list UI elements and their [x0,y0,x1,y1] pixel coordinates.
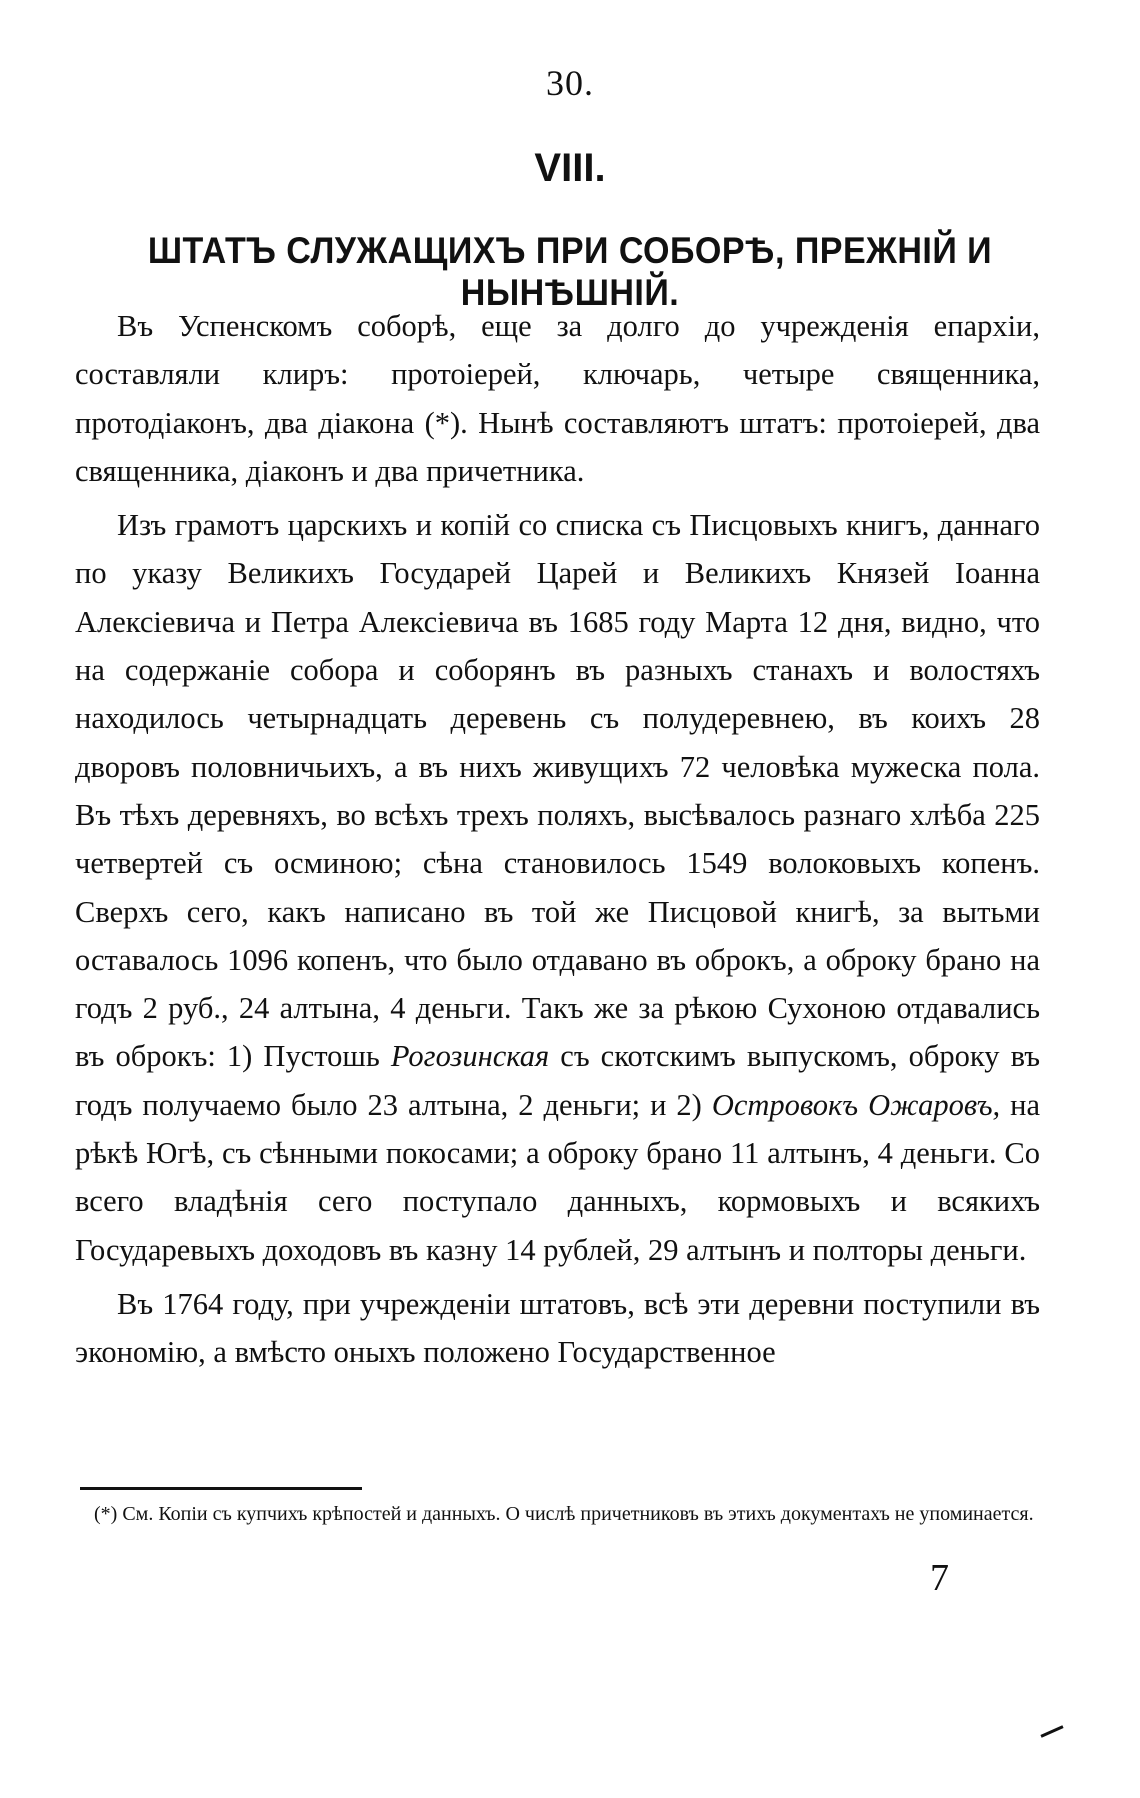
footnote-rule [80,1487,362,1490]
body-text [75,302,1040,1377]
footnote-text: (*) См. Копіи съ купчихъ крѣпостей и данныхъ. О числѣ причетниковъ въ этихъ документахъ не упоминается. [94,1503,1034,1525]
footnote [80,1499,1040,1529]
signature-mark: 7 [930,1557,949,1599]
paragraph-2 [75,501,1040,1274]
place-name-rogozinskaya: Рогозинская [390,1039,550,1074]
paragraph-3: Въ 1764 году, при учрежденіи штатовъ, всѣ эти деревни поступили въ экономію, а вмѣсто оныхъ положено Государственное [75,1286,1040,1370]
section-number: VIII. [534,146,606,190]
page-number: 30. [546,63,594,103]
paragraph-1: Въ Успенскомъ соборѣ, еще за долго до учрежденія епархіи, составляли клиръ: протоіерей, ключарь, четыре священника, протодіаконъ, два діакона (*). Нынѣ составляютъ штатъ: протоіерей, два священника, діаконъ и два причетника. [75,309,1040,488]
paragraph-2-end: на рѣкѣ Югѣ, съ сѣнными покосами; а оброку брано 11 алтынъ, 4 деньги. Со всего владѣнія сего поступало данныхъ, кормовыхъ и всякихъ Государевыхъ доходовъ въ казну 14 рублей, 29 алтынъ и полторы деньги. [75,1087,1041,1267]
paragraph-2-middle: съ скотскимъ выпускомъ, оброку въ годъ получаемо было 23 алтына, 2 деньги; и 2) [75,1039,1041,1122]
paragraph-2-start: Изъ грамотъ царскихъ и копій со списка съ Писцовыхъ книгъ, даннаго по указу Великихъ Государей Царей и Великихъ Князей Іоанна Алексіевича и Петра Алексіевича въ 1685 году Марта 12 дня, видно, что на содержаніе собора и соборянъ въ разныхъ станахъ и волостяхъ находилось четырнадцать деревень съ полудеревнею, въ коихъ 28 дворовъ половничьихъ, а въ нихъ живущихъ 72 человѣка мужеска пола. Въ тѣхъ деревняхъ, во всѣхъ трехъ поляхъ, высѣвалось разнаго хлѣба 225 четвертей съ осминою; сѣна становилось 1549 волоковыхъ копенъ. Сверхъ сего, какъ написано въ той же Писцовой книгѣ, за вытьми оставалось 1096 копенъ, что было отдавано въ оброкъ, а оброку брано на годъ 2 руб., 24 алтына, 4 деньги. Такъ же за рѣкою Сухоною отдавались въ оброкъ: 1) Пустошь [75,508,1040,1074]
ink-speck [1040,1725,1063,1738]
section-title: ШТАТЪ СЛУЖАЩИХЪ ПРИ СОБОРѢ, ПРЕЖНІЙ И НЫНѢШНІЙ. [147,230,993,313]
place-name-ostrovok: Островокъ Ожаровъ, [711,1087,1001,1122]
